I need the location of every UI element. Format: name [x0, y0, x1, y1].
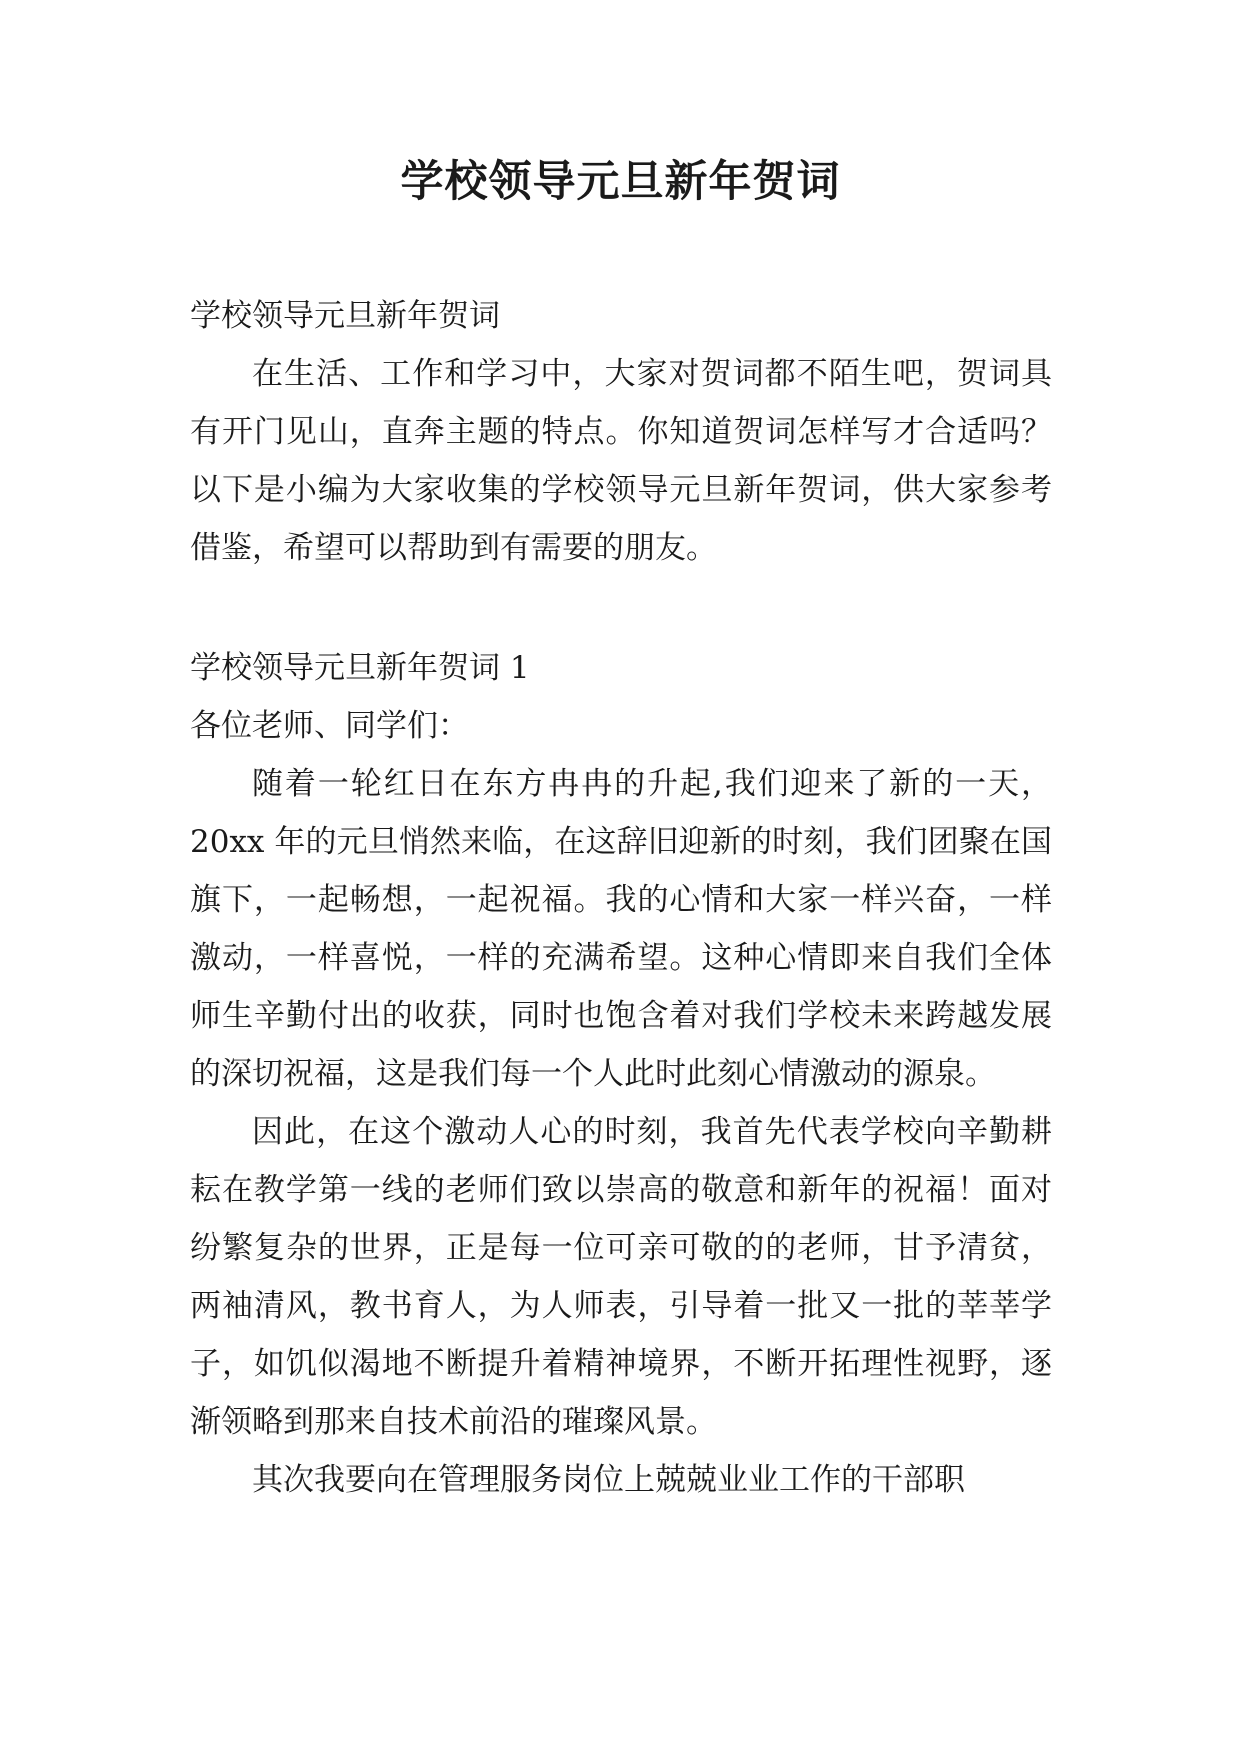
document-title: 学校领导元旦新年贺词 [400, 157, 841, 207]
intro-paragraph: 在生活、工作和学习中，大家对贺词都不陌生吧，贺词具有开门见山，直奔主题的特点。你知道贺词怎样写才合适吗？以下是小编为大家收集的学校领导元旦新年贺词，供大家参考借鉴，希望可以帮助到有需要的朋友。 [190, 356, 1052, 566]
body-paragraph-2: 因此，在这个激动人心的时刻，我首先代表学校向辛勤耕耘在教学第一线的老师们致以崇高的敬意和新年的祝福！面对纷繁复杂的世界，正是每一位可亲可敬的的老师，甘予清贫，两袖清风，教书育人，为人师表，引导着一批又一批的莘莘学子，如饥似渴地不断提升着精神境界，不断开拓理性视野，逐渐领略到那来自技术前沿的璀璨风景。 [190, 1114, 1052, 1440]
body-paragraph-1: 随着一轮红日在东方冉冉的升起,我们迎来了新的一天，20xx 年的元旦悄然来临，在这辞旧迎新的时刻，我们团聚在国旗下，一起畅想，一起祝福。我的心情和大家一样兴奋，一样激动，一样喜悦，一样的充满希望。这种心情即来自我们全体师生辛勤付出的收获，同时也饱含着对我们学校未来跨越发展的深切祝福，这是我们每一个人此时此刻心情激动的源泉。 [190, 766, 1052, 1092]
document-subtitle: 学校领导元旦新年贺词 [190, 298, 500, 334]
document-body [190, 287, 1052, 1509]
greeting-line: 各位老师、同学们： [190, 708, 469, 744]
section-heading: 学校领导元旦新年贺词 1 [190, 650, 530, 686]
body-paragraph-3: 其次我要向在管理服务岗位上兢兢业业工作的干部职 [252, 1462, 965, 1498]
section-spacer [190, 577, 1052, 639]
